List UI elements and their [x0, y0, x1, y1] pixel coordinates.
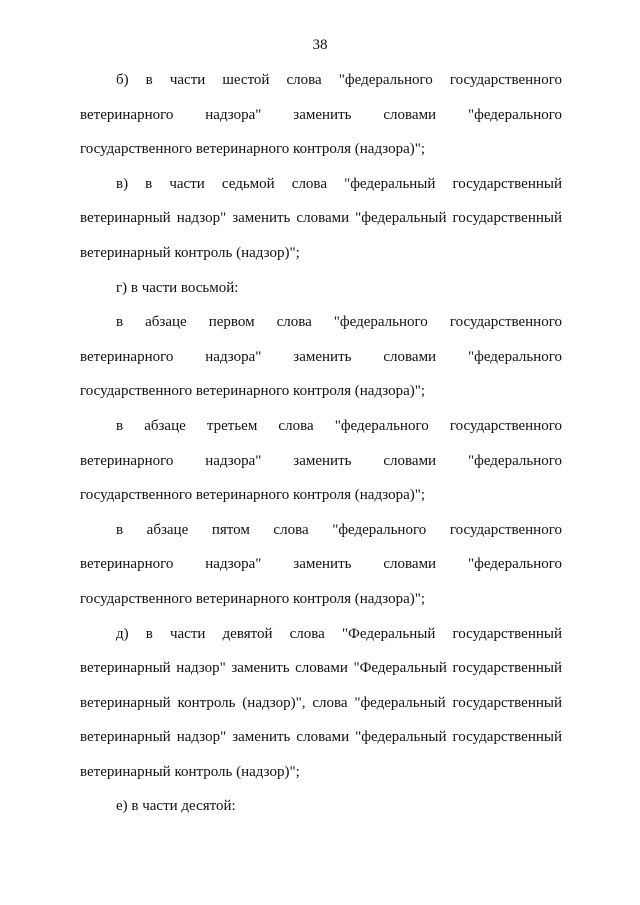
- text-line: в абзаце третьем слова "федерального государственного: [116, 417, 562, 434]
- text-line: ветеринарного надзора" заменить словами "федерального: [80, 348, 562, 365]
- text-line: государственного ветеринарного контроля (надзора)";: [80, 141, 426, 158]
- paragraph-g: [80, 271, 562, 306]
- text-line: б) в части шестой слова "федерального государственного: [116, 72, 562, 88]
- text-line: в абзаце пятом слова "федерального государственного: [116, 521, 562, 538]
- text-line: ветеринарного надзора" заменить словами "федерального: [80, 556, 562, 573]
- text-line: в абзаце первом слова "федерального государственного: [116, 314, 562, 331]
- text-line: е) в части десятой:: [116, 798, 236, 815]
- text-line: ветеринарный контроль (надзор)";: [80, 244, 300, 261]
- text-line: г) в части восьмой:: [116, 279, 239, 296]
- text-line: д) в части девятой слова "Федеральный государственный: [116, 625, 562, 642]
- text-line: в) в части седьмой слова "федеральный государственный: [116, 175, 562, 192]
- text-line: государственного ветеринарного контроля (надзора)";: [80, 487, 426, 504]
- text-line: государственного ветеринарного контроля (надзора)";: [80, 590, 426, 607]
- text-line: ветеринарный контроль (надзор)", слова "федеральный государственный: [80, 694, 562, 711]
- text-line: ветеринарный надзор" заменить словами "федеральный государственный: [80, 729, 562, 746]
- paragraph-abzac-tretem: [80, 409, 562, 513]
- page-number: 38: [312, 37, 328, 53]
- text-line: ветеринарного надзора" заменить словами "федерального: [80, 106, 562, 123]
- paragraph-e: [80, 789, 562, 824]
- paragraph-abzac-pervom: [80, 305, 562, 409]
- text-line: ветеринарного надзора" заменить словами "федерального: [80, 452, 562, 469]
- document-body: [80, 63, 562, 824]
- paragraph-v: [80, 167, 562, 271]
- text-line: ветеринарный контроль (надзор)";: [80, 763, 300, 780]
- text-line: государственного ветеринарного контроля (надзора)";: [80, 383, 426, 400]
- paragraph-b: [80, 63, 562, 167]
- text-line: ветеринарный надзор" заменить словами "федеральный государственный: [80, 210, 562, 227]
- paragraph-d: [80, 617, 562, 790]
- paragraph-abzac-pyatom: [80, 513, 562, 617]
- text-line: ветеринарный надзор" заменить словами "Федеральный государственный: [80, 660, 562, 677]
